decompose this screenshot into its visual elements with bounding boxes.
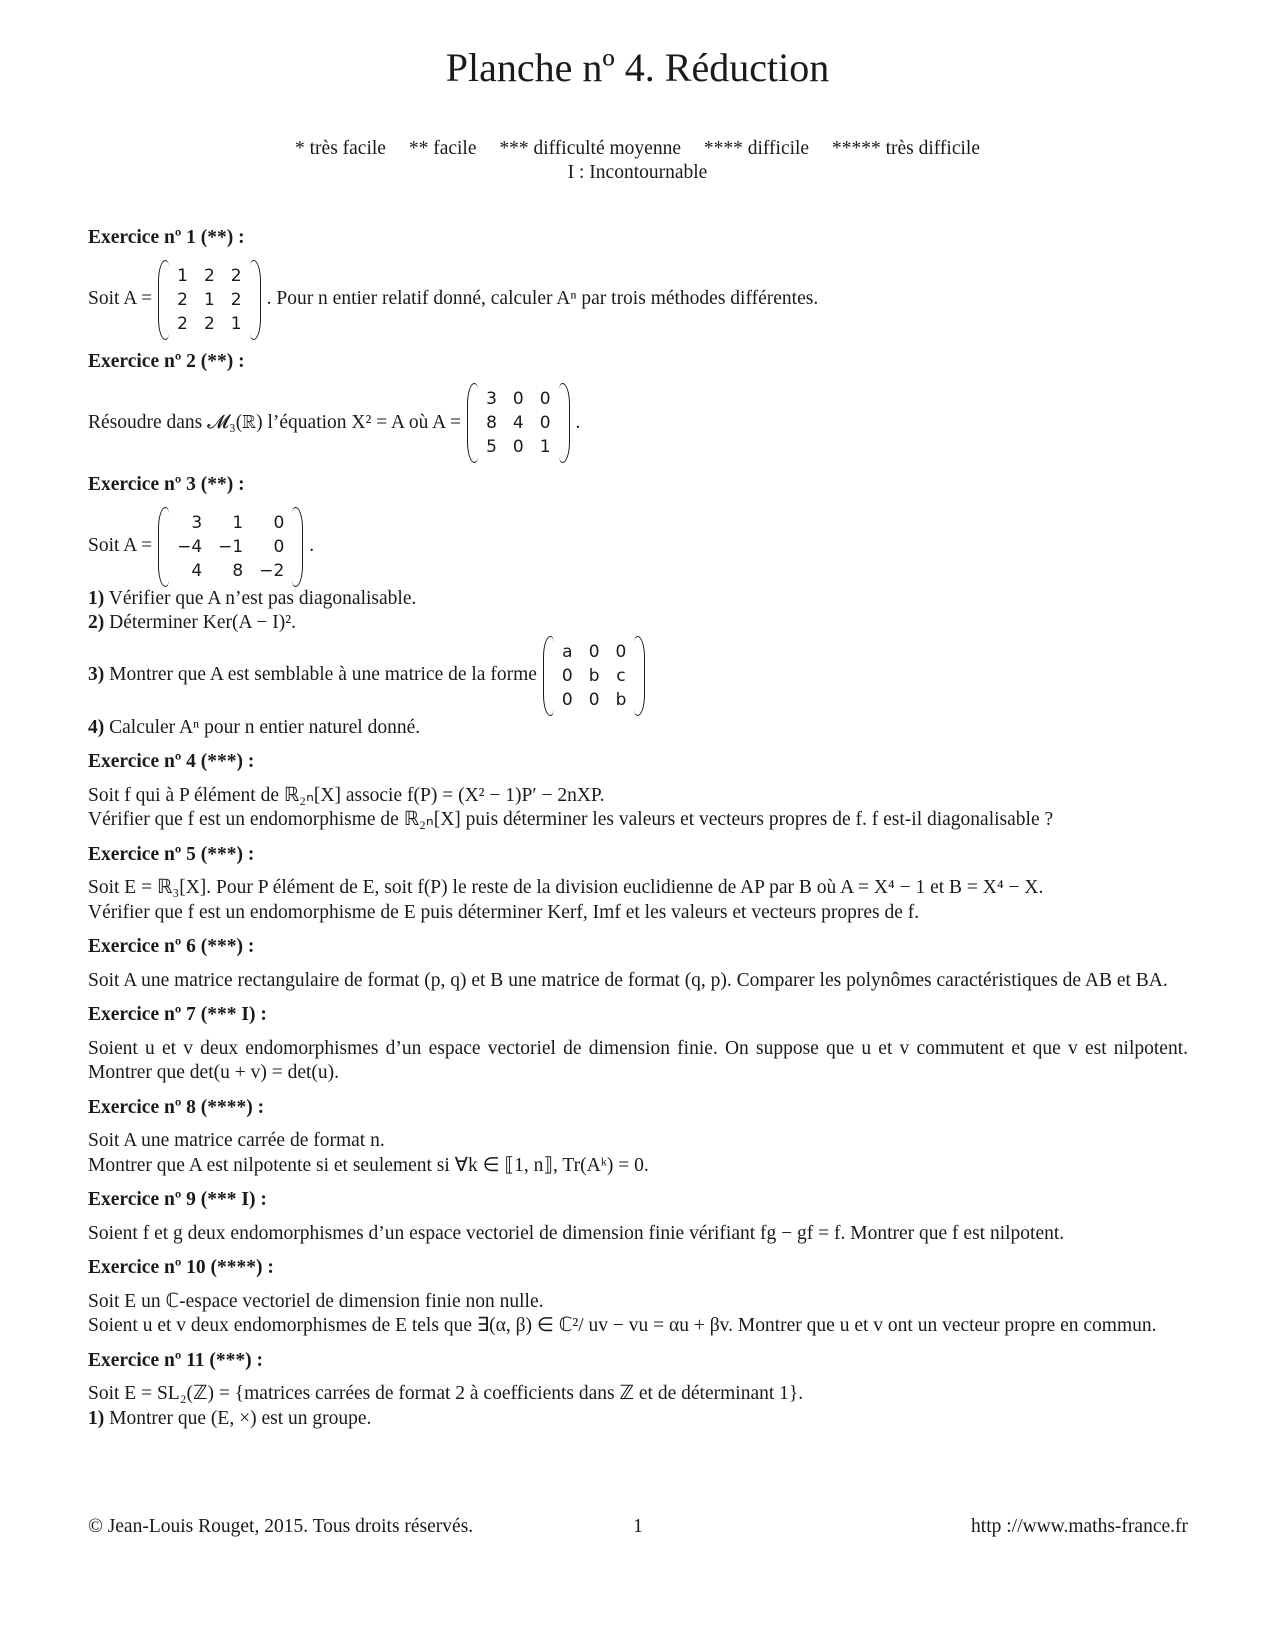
exercise-5-line-1: Soit E = ℝ₃[X]. Pour P élément de E, soit f(P) le reste de la division euclidienne de AP par B où A = X⁴ − 1 et B = X⁴ − X. (88, 877, 1044, 898)
exercise-1-post: . Pour n entier relatif donné, calculer Aⁿ par trois méthodes différentes. (266, 288, 819, 310)
exercise-2-heading: Exercice nº 2 (**) : (88, 350, 245, 372)
matrix-cell: a (562, 641, 573, 662)
exercise-10-line-1: Soit E un ℂ-espace vectoriel de dimension finie non nulle. (88, 1290, 544, 1312)
exercise-4-line-2: Vérifier que f est un endomorphisme de ℝ₂ₙ[X] puis déterminer les valeurs et vecteurs propres de f. f est-il diagonalisable ? (88, 809, 1054, 830)
matrix-cell: 2 (230, 289, 242, 310)
question-number: 2) (88, 612, 105, 633)
exercise-7-heading: Exercice nº 7 (*** I) : (88, 1004, 267, 1025)
exercise-3-form-matrix (543, 636, 645, 716)
question-text: Calculer Aⁿ pour n entier naturel donné. (109, 716, 421, 738)
matrix-cell: 1 (203, 289, 215, 310)
exercise-4-heading: Exercice nº 4 (***) : (88, 751, 255, 772)
exercise-list (88, 226, 1188, 1441)
legend-level-2: ** facile (408, 138, 477, 159)
exercise-5-line-2: Vérifier que f est un endomorphisme de E puis déterminer Kerf, Imf et les valeurs et vecteurs propres de f. (88, 901, 920, 923)
page-title: Planche nº 4. Réduction (445, 45, 830, 90)
matrix-cell: b (615, 689, 627, 710)
matrix-cell: 1 (539, 437, 551, 457)
legend-level-5: ***** très difficile (831, 138, 980, 159)
exercise-3-post: . (309, 535, 315, 557)
matrix-cell: 1 (232, 512, 244, 533)
matrix-cell: 0 (512, 389, 524, 409)
exercise-8 (88, 1096, 1188, 1179)
matrix-left-paren (158, 260, 169, 340)
exercise-6-heading: Exercice nº 6 (***) : (88, 936, 255, 957)
exercise-4-line-1: Soit f qui à P élément de ℝ₂ₙ[X] associe f(P) = (X² − 1)P′ − 2nXP. (88, 784, 605, 806)
matrix-cell: 0 (588, 641, 600, 662)
matrix-cell: 0 (273, 536, 285, 557)
matrix-cell: −4 (177, 536, 203, 557)
exercise-3-question-3 (88, 636, 1188, 716)
matrix-cell: −1 (218, 536, 244, 557)
matrix-right-paren (250, 260, 261, 340)
exercise-6-text: Soit A une matrice rectangulaire de format (p, q) et B une matrice de format (q, p). Comparer les polynômes caractéristiques de AB et BA. (88, 969, 1168, 991)
question-number: 4) (88, 716, 105, 738)
matrix-cell: 0 (561, 689, 573, 710)
exercise-1-matrix (158, 260, 260, 340)
matrix-cell: 1 (230, 313, 242, 334)
matrix-cell: −2 (259, 560, 285, 581)
exercise-2-matrix (467, 383, 569, 463)
matrix-cell: 5 (486, 437, 497, 457)
exercise-7-text: Soient u et v deux endomorphismes d’un espace vectoriel de dimension finie. On suppose que u et v commutent et que v est nilpotent. Montrer que det(u + v) = det(u). (88, 1037, 1188, 1083)
exercise-2 (88, 350, 1188, 464)
matrix-left-paren (467, 383, 478, 463)
matrix-cell: 0 (273, 512, 285, 533)
exercise-3-question-1 (88, 587, 1188, 612)
exercise-11 (88, 1349, 1188, 1432)
exercise-2-post: . (575, 411, 581, 433)
matrix-cell: 1 (177, 265, 188, 286)
exercise-3-matrix (158, 507, 303, 587)
legend-level-1: * très facile (295, 138, 386, 159)
exercise-1 (88, 226, 1188, 340)
difficulty-legend (0, 138, 1275, 160)
exercise-11-heading: Exercice nº 11 (***) : (88, 1349, 264, 1371)
matrix-cell: 3 (486, 389, 497, 409)
matrix-cell: 3 (191, 512, 203, 533)
footer-page-number: 1 (633, 1516, 643, 1537)
exercise-6 (88, 935, 1188, 993)
matrix-cell: 2 (203, 313, 215, 334)
exercise-9-heading: Exercice nº 9 (*** I) : (88, 1189, 267, 1210)
exercise-11-question-1 (88, 1407, 1188, 1432)
matrix-cell: 0 (539, 389, 551, 409)
question-number: 3) (88, 664, 105, 686)
matrix-cell: 0 (615, 641, 627, 662)
matrix-cell: 0 (512, 437, 524, 457)
matrix-cell: c (616, 665, 626, 686)
matrix-cell: 0 (539, 413, 551, 433)
legend-level-4: **** difficile (703, 138, 810, 159)
question-text: Vérifier que A n’est pas diagonalisable. (108, 587, 417, 609)
matrix-left-paren (158, 507, 169, 587)
matrix-cell: 2 (177, 313, 188, 334)
exercise-4 (88, 750, 1188, 833)
exercise-5 (88, 843, 1188, 926)
exercise-3-pre: Soit A = (88, 535, 153, 557)
matrix-right-paren (634, 636, 645, 716)
exercise-3-heading: Exercice nº 3 (**) : (88, 474, 245, 495)
exercise-10-heading: Exercice nº 10 (****) : (88, 1257, 274, 1278)
question-text: Montrer que A est semblable à une matrice de la forme (109, 664, 537, 686)
exercise-2-statement (88, 383, 1188, 463)
matrix-cell: 8 (486, 413, 497, 433)
exercise-5-heading: Exercice nº 5 (***) : (88, 843, 255, 865)
exercise-1-statement (88, 260, 1188, 340)
exercise-3 (88, 473, 1188, 740)
question-text: Déterminer Ker(A − I)². (109, 612, 296, 633)
legend-level-3: *** difficulté moyenne (499, 138, 681, 159)
question-text: Montrer que (E, ×) est un groupe. (109, 1407, 372, 1429)
exercise-10 (88, 1256, 1188, 1339)
matrix-cell: b (588, 665, 600, 686)
footer-copyright: © Jean-Louis Rouget, 2015. Tous droits réservés. (88, 1516, 474, 1537)
matrix-cell: 4 (512, 413, 524, 433)
exercise-2-pre: Résoudre dans 𝓜₃(ℝ) l’équation X² = A où A = (88, 411, 462, 433)
matrix-right-paren (292, 507, 303, 587)
exercise-8-heading: Exercice nº 8 (****) : (88, 1096, 265, 1118)
exercise-10-line-2: Soient u et v deux endomorphismes de E tels que ∃(α, β) ∈ ℂ²/ uv − vu = αu + βv. Montrer que u et v ont un vecteur propre en commun. (88, 1315, 1157, 1336)
matrix-cell: 2 (177, 289, 188, 310)
exercise-3-question-4 (88, 716, 1188, 741)
matrix-grid (554, 636, 634, 716)
matrix-cell: 8 (232, 560, 244, 581)
matrix-grid (169, 507, 292, 587)
exercise-9 (88, 1188, 1188, 1246)
matrix-left-paren (543, 636, 554, 716)
page-footer (88, 1516, 1188, 1542)
exercise-7 (88, 1003, 1188, 1086)
exercise-8-line-1: Soit A une matrice carrée de format n. (88, 1130, 385, 1151)
question-number: 1) (88, 587, 105, 609)
question-number: 1) (88, 1407, 105, 1429)
exercise-3-statement (88, 507, 1188, 587)
footer-website-link[interactable]: http ://www.maths-france.fr (971, 1516, 1188, 1537)
matrix-right-paren (559, 383, 570, 463)
matrix-cell: 0 (561, 665, 573, 686)
matrix-grid (169, 260, 249, 340)
exercise-11-line-1: Soit E = SL₂(ℤ) = {matrices carrées de format 2 à coefficients dans ℤ et de déterminant 1}. (88, 1383, 804, 1404)
exercise-1-pre: Soit A = (88, 288, 153, 310)
exercise-3-question-2 (88, 611, 1188, 636)
matrix-cell: 2 (230, 265, 242, 286)
matrix-cell: 4 (191, 560, 203, 581)
exercise-8-line-2: Montrer que A est nilpotente si et seulement si ∀k ∈ ⟦1, n⟧, Tr(Aᵏ) = 0. (88, 1154, 649, 1176)
matrix-cell: 0 (588, 689, 600, 710)
exercise-1-heading: Exercice nº 1 (**) : (88, 227, 245, 248)
exercise-9-text: Soient f et g deux endomorphismes d’un espace vectoriel de dimension finie vérifiant fg − gf = f. Montrer que f est nilpotent. (88, 1222, 1065, 1244)
matrix-cell: 2 (203, 265, 215, 286)
legend-incontournable: I : Incontournable (567, 162, 708, 183)
matrix-grid (478, 383, 558, 463)
